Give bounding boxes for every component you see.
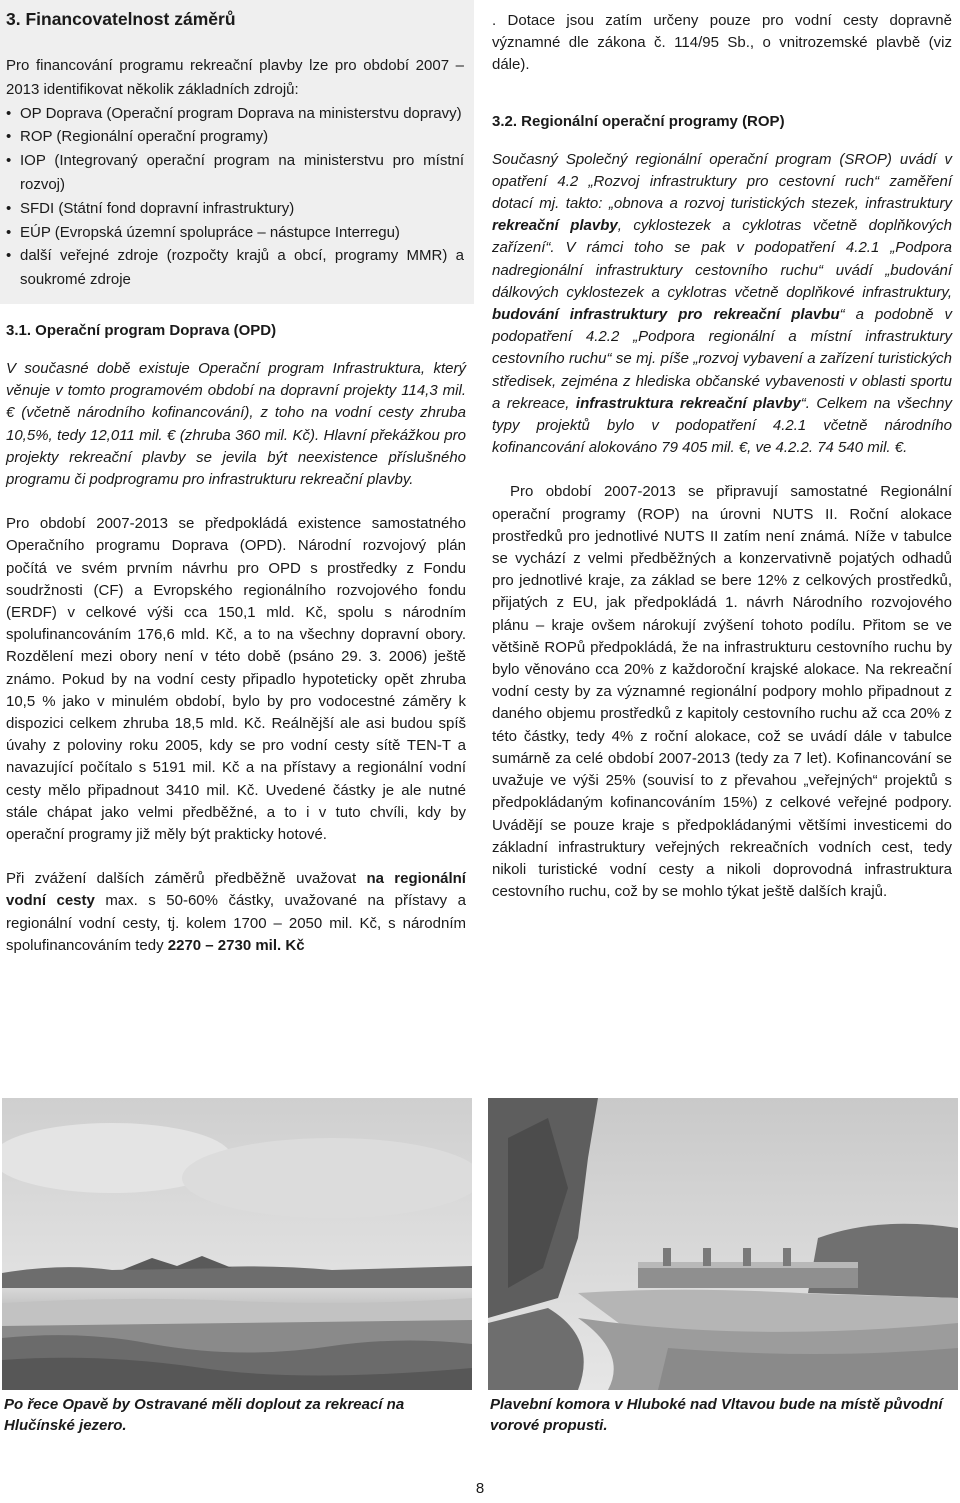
opd-section [0,320,474,957]
rop-heading: 3.2. Regionální operační programy (ROP) [492,112,785,130]
source-item: • SFDI (Státní fond dopravní infrastruktury) [6,197,464,221]
opd-paragraph-3: Při zvážení dalších záměrů předběžně uvažovat na regionální vodní cesty max. s 50-60% částky, uvažované na přístavy a regionální vodní cesty, tj. kolem 1700 – 2050 mil. Kč, s národním spolufinancováním tedy 2270 – 2730 mil. Kč [6,870,466,954]
source-item: • IOP (Integrovaný operační program na ministerstvu pro místní rozvoj) [6,149,464,197]
opd-heading: 3.1. Operační program Doprava (OPD) [6,321,277,339]
opd-paragraph-1: V současné době existuje Operační program Infrastruktura, který věnuje v tomto programovém období na dopravní projekty 114,3 mil. € (včetně národního kofinancování), z toho na vodní cesty zhruba 10,5%, tedy 12,011 mil. € (zhruba 360 mil. Kč). Hlavní překážkou pro projekty rekreační plavby se jevila být neexistence příslušného programu či podprogramu pro infrastrukturu rekreační plavby. [6,359,466,488]
source-item: • EÚP (Evropská územní spolupráce – nástupce Interregu) [6,221,464,245]
rop-section [486,10,956,903]
left-column [0,0,474,957]
source-item: • OP Doprava (Operační program Doprava na ministerstvu dopravy) [6,102,464,126]
opd-paragraph-3-continued: . Dotace jsou zatím určeny pouze pro vodní cesty dopravně významné dle zákona č. 114/95 Sb., o vnitrozemské plavbě (viz dále). [492,12,952,74]
opava-river-photo [2,1098,472,1390]
right-column [486,0,956,903]
left-photo-caption: Po řece Opavě by Ostravané měli doplout za rekreací na Hlučínské jezero. [4,1396,405,1434]
source-item: • ROP (Regionální operační programy) [6,125,464,149]
section-title: 3. Financovatelnost záměrů [6,9,236,29]
source-item: • další veřejné zdroje (rozpočty krajů a obcí, programy MMR) a soukromé zdroje [6,244,464,292]
rop-paragraph-1: Současný Společný regionální operační program (SROP) uvádí v opatření 4.2 „Rozvoj infrastruktury pro cestovní ruch“ zaměření dotací mj. takto: „obnova a rozvoj turistických stezek, infrastruktury rekreační plavby, cyklostezek a cyklotras včetně doplňkových zařízení“. V rámci toho se pak v podopatření 4.2.1 „Podpora nadregionální infrastruktury cestovního ruchu“ uvádí „budování dálkových cyklostezek a cyklotras včetně doplňkové infrastruktury, budování infrastruktury pro rekreační plavbu“ a podobně v podopatření 4.2.2 „Podpora regionální a místní infrastruktury cestovního ruchu“ se mj. píše „rozvoj vybavení a zařízení turistických středisek, zejména z hlediska občanské vybavenosti v oblasti sportu a rekreace, infrastruktura rekreační plavby“. Celkem na všechny typy projektů bylo v podopatření 4.2.1 včetně národního kofinancování alokováno 79 405 mil. €, ve 4.2.2. 74 540 mil. €. [492,150,952,457]
opd-paragraph-2: Pro období 2007-2013 se předpokládá existence samostatného Operačního programu Doprava (OPD). Národní rozvojový plán počítá ve svém prvním návrhu pro OPD s prostředky z Fondu soudržnosti (CF) a Evropského regionálního rozvojového fondu (ERDF) v celkové výši cca 150,1 mld. Kč, spolu s národním spolufinancováním 176,6 mld. Kč, a to na všechny dopravní obory. Rozdělení mezi obory není v této době (psáno 29. 3. 2006) ještě známo. Pokud by na vodní cesty připadlo hypoteticky opět zhruba 10,5 % jako v minulém období, bylo by pro vodocestné záměry k dispozici celkem zhruba 18,5 mld. Kč. Reálnější ale asi budou spíš úvahy z poloviny roku 2005, kdy se pro vodní cesty sítě TEN-T a navazující počítalo s 5191 mil. Kč a na přístavy a regionální vodní cesty mělo připadnout 3410 mil. Kč. Uvedené částky je ale nutné stále chápat jako velmi předběžné, a to i v tuto chvíli, kdy by operační programy již měly být prakticky hotové. [6,515,466,844]
rop-paragraph-2: Pro období 2007-2013 se připravují samostatné Regionální operační programy (ROP) na úrovni NUTS II. Roční alokace prostředků pro jednotlivé NUTS II zatím není známá. Níže v tabulce se vychází z velmi předběžných a konzervativně pojatých odhadů pro jednotlivé kraje, za základ se bere 12% z celkových prostředků, přijatých z EU, jak předpokládá 1. návrh Národního rozvojového plánu – kraje ovšem nárokují zvýšení tohoto podílu. Přitom se ve většině ROPů předpokládá, že na infrastrukturu cestovního ruchu by bylo věnováno cca 20% z každoroční krajské alokace. Na rekreační vodní cesty by za významné regionální podpory mohlo připadnout z daného objemu prostředků z kapitoly cestovního ruchu až cca 20% z této částky, tedy 4% z roční alokace, což se uvádí dále v tabulce sumárně za celé období 2007-2013 (tedy za 7 let). Kofinancování se uvažuje ve výši 25% (souvisí to z převahou „veřejných“ projektů s předpokládaným kofinancováním 15%) z celkové veřejné podpory. Uvádějí se pouze kraje s předpokládanými většími investicemi do základní infrastruktury veřejných rekreačních vodních cest, tedy nikoli turistické vodní cesty a nikoli doprovodná infrastruktura cestovního ruchu, což by se mohlo týkat ještě dalších krajů. [492,483,952,901]
hluboka-weir-photo [488,1098,958,1390]
right-photo-caption: Plavební komora v Hluboké nad Vltavou bude na místě původní vorové propusti. [490,1396,943,1434]
page-number: 8 [475,1480,485,1497]
financing-sources-box [0,0,474,304]
sources-list [6,102,464,292]
section-intro: Pro financování programu rekreační plavby lze pro období 2007 – 2013 identifikovat několik základních zdrojů: [6,57,464,98]
